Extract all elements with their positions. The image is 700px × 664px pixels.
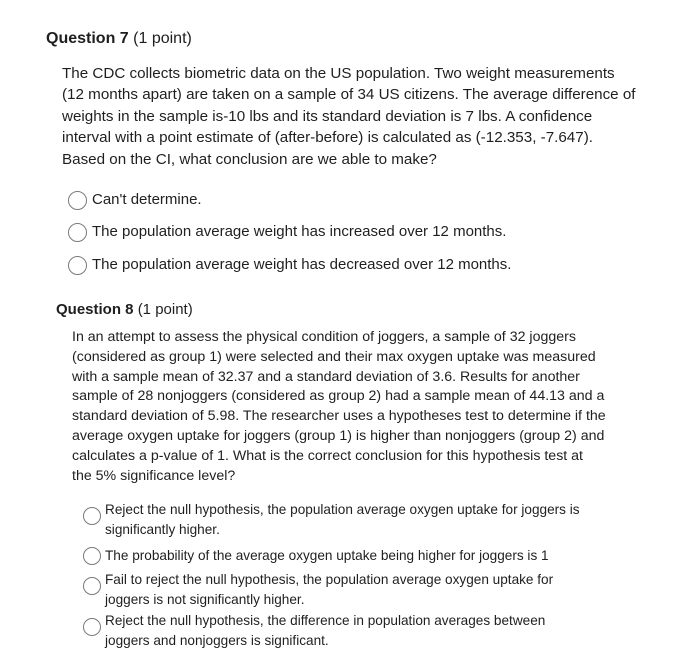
question-points: (1 point) xyxy=(137,301,193,318)
radio-button[interactable] xyxy=(83,547,101,565)
question-text-line: (considered as group 1) were selected and their max oxygen uptake was measured xyxy=(72,348,596,365)
question-text xyxy=(72,328,606,486)
answer-option-label: significantly higher. xyxy=(105,521,220,537)
question-title xyxy=(56,301,193,318)
answer-option-label: joggers and nonjoggers is significant. xyxy=(105,632,329,648)
answer-option-label: Can't determine. xyxy=(92,191,202,208)
radio-button[interactable] xyxy=(83,577,101,595)
question-text-line: sample of 28 nonjoggers (considered as group 2) had a sample mean of 44.13 and a xyxy=(72,388,605,405)
question-text-line: In an attempt to assess the physical condition of joggers, a sample of 32 joggers xyxy=(72,329,576,345)
question-text-line: The CDC collects biometric data on the US population. Two weight measurements xyxy=(62,65,615,82)
question-text-line: calculates a p-value of 1. What is the correct conclusion for this hypothesis test at xyxy=(72,447,583,464)
answer-option-label: The population average weight has increased over 12 months. xyxy=(92,223,507,240)
question-text-line: (12 months apart) are taken on a sample of 34 US citizens. The average difference of xyxy=(62,86,636,104)
radio-button[interactable] xyxy=(83,618,101,636)
question-text-line: Based on the CI, what conclusion are we able to make? xyxy=(62,150,437,168)
radio-button[interactable] xyxy=(83,507,101,525)
radio-button[interactable] xyxy=(68,256,87,275)
question-number: Question 7 xyxy=(46,30,129,47)
radio-button[interactable] xyxy=(68,191,87,210)
question-text-line: average oxygen uptake for joggers (group 1) is higher than nonjoggers (group 2) and xyxy=(72,427,605,444)
question-text-line: standard deviation of 5.98. The researcher uses a hypotheses test to determine if the xyxy=(72,408,606,425)
question-text-line: interval with a point estimate of (after-before) is calculated as (-12.353, -7.647). xyxy=(62,129,593,147)
question-points: (1 point) xyxy=(133,30,192,47)
answer-option-label: The probability of the average oxygen uptake being higher for joggers is 1 xyxy=(105,548,549,563)
answer-option-label: Fail to reject the null hypothesis, the population average oxygen uptake for xyxy=(105,572,554,587)
answer-option-label: The population average weight has decreased over 12 months. xyxy=(92,256,512,273)
question-number: Question 8 xyxy=(56,301,134,318)
question-title xyxy=(46,30,192,48)
question-text-line: with a sample mean of 32.37 and a standard deviation of 3.6. Results for another xyxy=(72,368,580,385)
question-text-line: the 5% significance level? xyxy=(72,467,236,484)
answer-option-label: joggers is not significantly higher. xyxy=(105,591,305,607)
radio-button[interactable] xyxy=(68,223,87,242)
answer-option-label: Reject the null hypothesis, the population average oxygen uptake for joggers is xyxy=(105,502,580,517)
question-text-line: weights in the sample is-10 lbs and its standard deviation is 7 lbs. A confidence xyxy=(62,107,593,125)
answer-option-label: Reject the null hypothesis, the difference in population averages between xyxy=(105,613,546,628)
question-text xyxy=(62,63,636,170)
